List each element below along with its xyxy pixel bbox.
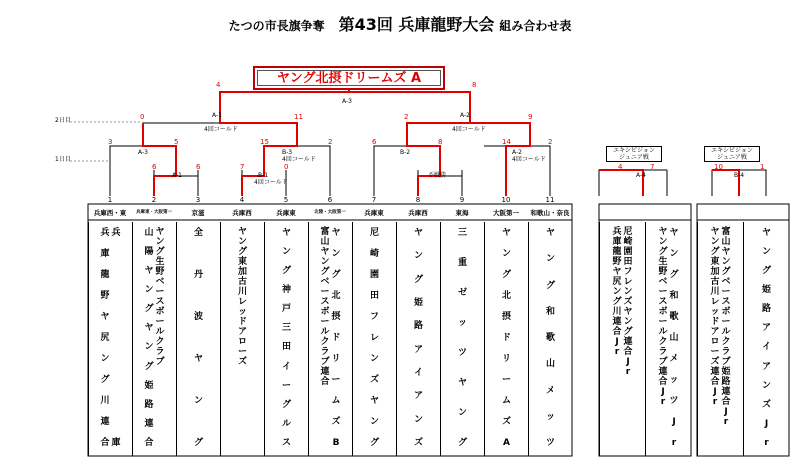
team-name: 富 山 ヤ ン グ ベ ー ス ボ ー ル ク ラ ブ 姫 路 連 合 J r: [721, 227, 731, 427]
walkover-label: 不戦勝: [428, 172, 447, 179]
score: 8: [472, 81, 477, 89]
team-name: 富 山 ヤ ン グ ベ ー ス ボ ー ル ク ラ ブ 連 合: [320, 227, 330, 387]
team-name-cell: [697, 222, 743, 456]
score: 7: [650, 163, 655, 171]
match-label: A-4: [636, 172, 646, 179]
match-note: 4回コールド: [512, 156, 546, 163]
score: 10: [714, 163, 723, 171]
score: 7: [240, 163, 245, 171]
team-region: 兵庫東・大阪第一: [136, 210, 172, 215]
score: 15: [260, 138, 269, 146]
team-name: ヤ ン グ 生 野 ベ ー ス ボ ー ル ク ラ ブ: [155, 227, 165, 367]
match-note: 4回コールド: [452, 126, 486, 133]
score: 11: [294, 113, 303, 121]
day2-label: 2日目: [55, 117, 71, 124]
team-number: 10: [501, 196, 511, 204]
team-number: 7: [371, 196, 377, 204]
team-region: 兵庫西: [232, 209, 252, 217]
score: 6: [152, 163, 157, 171]
match-note: 4回コールド: [254, 179, 288, 186]
match-label: B-3: [282, 149, 293, 156]
team-name: 全 丹 波 ヤ ン グ: [193, 228, 203, 448]
team-name: ヤ ン グ 北 摂 ド リ ー ム ズ A: [501, 228, 511, 448]
team-number: 8: [415, 196, 421, 204]
team-name-cell: [308, 222, 352, 456]
score: 9: [528, 113, 533, 121]
score: 5: [174, 138, 179, 146]
team-number: 11: [545, 196, 555, 204]
team-number: 4: [239, 196, 245, 204]
team-name: ヤ ン グ 生 野 ベ ー ス ボ ー ル ク ラ ブ 連 合 J r: [658, 227, 668, 407]
team-region: 北陸・大阪第一: [314, 210, 346, 215]
team-name: 兵 庫 龍 野 ヤ 尻 ン グ 川 連 合: [100, 228, 110, 448]
team-number: 6: [327, 196, 333, 204]
team-name: 兵 庫 龍 野 ヤ 尻 ン グ 川 連 合 J r: [612, 227, 622, 357]
team-name-cell: [599, 222, 645, 456]
team-name-cell: [88, 222, 132, 456]
team-region: 大阪第一: [493, 209, 519, 217]
score: 2: [404, 113, 409, 121]
score: 6: [196, 163, 201, 171]
match-label: A-1: [212, 112, 222, 119]
team-name-cell: [352, 222, 396, 456]
team-name-cell: [396, 222, 440, 456]
team-name: ヤ ン グ 姫 路 ア イ ア ン ズ: [413, 228, 423, 448]
team-region: 兵庫西・東: [93, 209, 127, 217]
team-region: 兵庫東: [364, 209, 384, 217]
team-number: 3: [195, 196, 201, 204]
team-name-cell: [528, 222, 572, 456]
score: 0: [284, 163, 289, 171]
team-number: 9: [459, 196, 465, 204]
champion-name: ヤング北摂ドリームズ A: [257, 70, 441, 86]
exhibition-box: [606, 146, 662, 162]
score: 3: [108, 138, 113, 146]
team-name: 山 陽 ヤ ン グ ヤ ン グ 姫 路 連 合: [144, 228, 154, 448]
score: 1: [760, 163, 765, 171]
team-name: ヤ ン グ 東 加 古 川 レ ッ ド ア ロ ー ズ 連 合 J r: [710, 227, 720, 407]
day1-label: 1日目: [55, 156, 71, 163]
match-label: A-3: [138, 149, 148, 156]
team-region: 京滋: [191, 209, 205, 217]
team-name-cell: [484, 222, 528, 456]
team-name-cell: [440, 222, 484, 456]
team-name: ヤ ン グ 神 戸 三 田 イ ー グ ル ス: [281, 228, 291, 448]
score: 8: [438, 138, 443, 146]
score: 4: [618, 163, 623, 171]
match-label: B-4: [734, 172, 745, 179]
title-main: 第43回 兵庫龍野大会: [338, 15, 495, 34]
match-note: 4回コールド: [204, 126, 238, 133]
match-note: 4回コールド: [282, 156, 316, 163]
team-name-cell: [132, 222, 176, 456]
team-name: ヤ ン グ 姫 路 ア イ ア ン ズ J r: [761, 228, 771, 448]
team-name: 兵 庫: [111, 228, 121, 448]
match-label: A-2: [512, 149, 522, 156]
team-name: 尼 崎 園 田 フ レ ン ズ ヤ ン グ: [369, 228, 379, 448]
title-suffix: 組み合わせ表: [499, 19, 572, 33]
score: 2: [328, 138, 333, 146]
team-name: 三 重 ゼ ッ ツ ヤ ン グ: [457, 228, 467, 448]
team-name-cell: [264, 222, 308, 456]
score: 2: [548, 138, 553, 146]
score: 0: [140, 113, 145, 121]
team-number: 5: [283, 196, 289, 204]
match-label: A-2: [460, 112, 470, 119]
team-name-cell: [645, 222, 691, 456]
exhibition-label: エキシビジョン ジュニア戦: [613, 147, 655, 161]
match-label: A-1: [172, 172, 182, 179]
team-name-cell: [743, 222, 789, 456]
team-name: ヤ ン グ 北 摂 ド リ ー ム ズ B: [331, 228, 341, 448]
team-region: 東海: [455, 209, 469, 217]
team-region: 和歌山・奈良: [530, 209, 570, 217]
match-label: B-1: [258, 172, 269, 179]
exhibition-label: エキシビジョン ジュニア戦: [711, 147, 753, 161]
team-name: ヤ ン グ 東 加 古 川 レ ッ ド ア ロ ー ズ: [237, 227, 247, 367]
team-region: 兵庫東: [276, 209, 296, 217]
team-region: 兵庫西: [408, 209, 428, 217]
team-name: ヤ ン グ 和 歌 山 メ ッ ツ: [545, 228, 555, 448]
score: 14: [502, 138, 511, 146]
exhibition-box: [704, 146, 760, 162]
match-label: A-3: [342, 98, 352, 105]
match-label: B-2: [400, 149, 411, 156]
team-number: 2: [151, 196, 157, 204]
score: 6: [372, 138, 377, 146]
team-name: ヤ ン グ 和 歌 山 メ ッ ツ J r: [669, 228, 679, 448]
score: 4: [216, 81, 221, 89]
team-number: 1: [107, 196, 113, 204]
team-name-cell: [176, 222, 220, 456]
title-prefix: たつの市長旗争奪: [228, 19, 325, 33]
team-name-cell: [220, 222, 264, 456]
team-name: 尼 崎 園 田 フ レ ン ズ ヤ ン グ 連 合 J r: [623, 227, 633, 377]
champion-box: [253, 66, 445, 90]
